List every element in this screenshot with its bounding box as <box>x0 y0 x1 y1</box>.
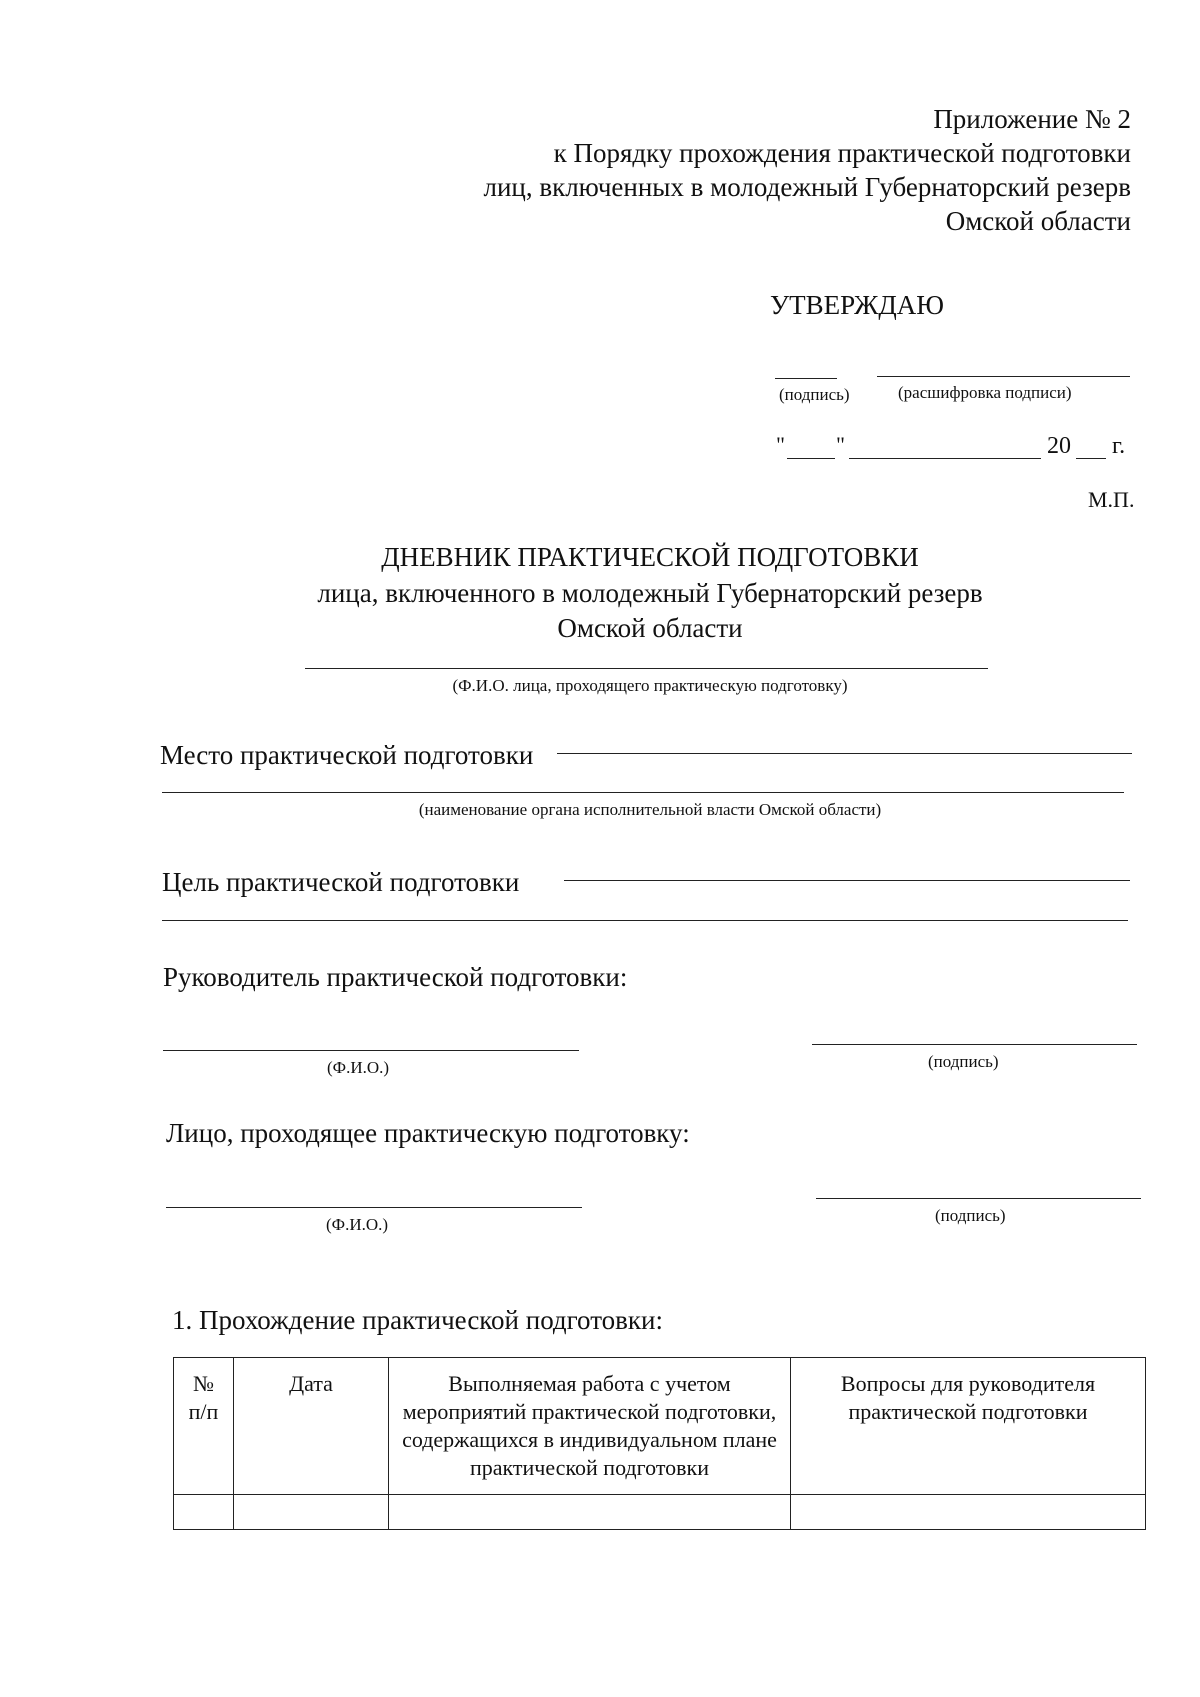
goal-line-1 <box>564 880 1130 881</box>
trainee-sign-caption: (подпись) <box>935 1206 1006 1225</box>
signature-caption: (подпись) <box>779 385 850 404</box>
col-header-questions: Вопросы для руководителя практической подготовки <box>791 1358 1146 1495</box>
date-day-line <box>787 458 835 459</box>
place-caption: (наименование органа исполнительной власти Омской области) <box>418 800 882 819</box>
table-cell-questions[interactable] <box>791 1495 1146 1530</box>
appendix-header <box>483 102 1131 238</box>
table-header-row <box>174 1358 1146 1495</box>
appendix-line-2: к Порядку прохождения практической подготовки <box>553 138 1131 168</box>
place-line-1 <box>557 753 1132 754</box>
approval-title: УТВЕРЖДАЮ <box>770 290 945 320</box>
trainee-sign-line <box>816 1198 1141 1199</box>
date-year-suffix: г. <box>1112 433 1126 459</box>
place-line-2 <box>162 792 1124 793</box>
stamp-place: М.П. <box>1088 487 1135 512</box>
supervisor-label: Руководитель практической подготовки: <box>163 962 628 992</box>
place-label: Место практической подготовки <box>160 740 534 770</box>
appendix-line-4: Омской области <box>945 206 1131 236</box>
trainee-fio-line <box>305 668 988 669</box>
appendix-line-1: Приложение № 2 <box>933 104 1131 134</box>
trainee-fio-caption: (Ф.И.О.) <box>326 1215 389 1234</box>
table-cell-work[interactable] <box>389 1495 791 1530</box>
date-year-line <box>1076 458 1106 459</box>
date-year-prefix: 20 <box>1047 433 1071 459</box>
trainee-fio-line <box>166 1207 582 1208</box>
appendix-line-3: лиц, включенных в молодежный Губернаторский резерв <box>483 172 1131 202</box>
trainee-fio-caption: (Ф.И.О. лица, проходящего практическую подготовку) <box>452 676 848 695</box>
section-1-heading: 1. Прохождение практической подготовки: <box>172 1305 663 1335</box>
col-header-date: Дата <box>234 1358 389 1495</box>
trainee-label: Лицо, проходящее практическую подготовку: <box>166 1118 690 1148</box>
document-subtitle-line-2: Омской области <box>557 613 743 643</box>
col-header-number: № п/п <box>174 1358 234 1495</box>
date-close-quote: " <box>836 432 845 457</box>
practice-log-table <box>173 1357 1146 1530</box>
goal-line-2 <box>162 920 1128 921</box>
supervisor-fio-caption: (Ф.И.О.) <box>327 1058 390 1077</box>
goal-label: Цель практической подготовки <box>162 867 520 897</box>
signature-line <box>775 378 837 379</box>
signature-decode-line <box>877 376 1130 377</box>
document-subtitle-line-1: лица, включенного в молодежный Губернаторский резерв <box>317 578 983 608</box>
table-row <box>174 1495 1146 1530</box>
signature-decode-caption: (расшифровка подписи) <box>898 383 1072 402</box>
supervisor-sign-caption: (подпись) <box>928 1052 999 1071</box>
table-cell-date[interactable] <box>234 1495 389 1530</box>
document-title: ДНЕВНИК ПРАКТИЧЕСКОЙ ПОДГОТОВКИ <box>381 542 919 572</box>
supervisor-fio-line <box>163 1050 579 1051</box>
supervisor-sign-line <box>812 1044 1137 1045</box>
table-cell-number[interactable] <box>174 1495 234 1530</box>
col-header-work: Выполняемая работа с учетом мероприятий практической подготовки, содержащихся в индивидуальном плане практической подготовки <box>389 1358 791 1495</box>
date-open-quote: " <box>776 432 785 457</box>
date-month-line <box>849 458 1041 459</box>
